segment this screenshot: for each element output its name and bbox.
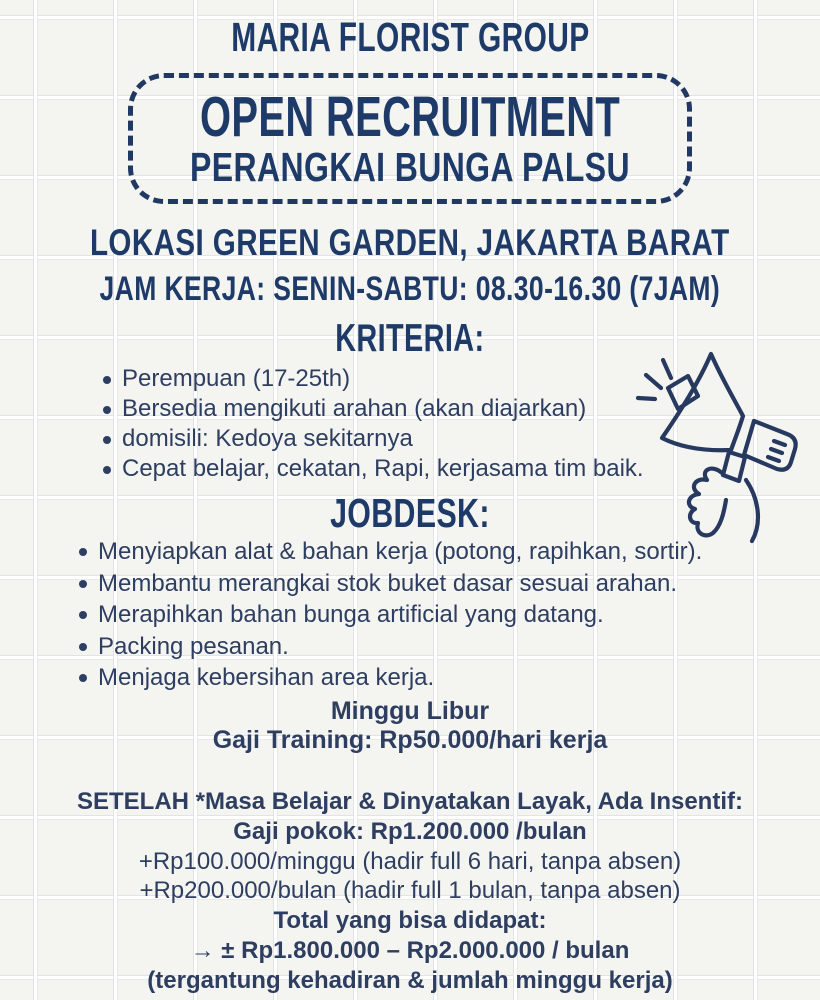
jobdesk-item: Merapihkan bahan bunga artificial yang datang. — [74, 599, 774, 631]
jobdesk-item: Packing pesanan. — [74, 631, 774, 663]
jobdesk-heading-text: JOBDESK: — [330, 490, 490, 536]
recruitment-banner — [128, 73, 692, 204]
ray-line — [638, 398, 655, 399]
banner-subtitle-text: PERANGKAI BUNGA PALSU — [190, 144, 630, 190]
jobdesk-item: Menyiapkan alat & bahan kerja (potong, rapihkan, sortir). — [74, 536, 774, 568]
location-text: LOKASI GREEN GARDEN, JAKARTA BARAT — [90, 222, 730, 263]
work-hours-text: JAM KERJA: SENIN-SABTU: 08.30-16.30 (7JAM) — [99, 270, 721, 308]
kriteria-item: Bersedia mengikuti arahan (akan diajarkan) — [98, 394, 698, 424]
kriteria-item: domisili: Kedoya sekitarnya — [98, 424, 698, 454]
brand-title-text: MARIA FLORIST GROUP — [230, 14, 590, 60]
location-line — [0, 222, 820, 264]
monthly-bonus-line: +Rp200.000/bulan (hadir full 1 bulan, tanpa absen) — [139, 877, 681, 905]
banner-subtitle — [128, 146, 692, 188]
training-block — [0, 697, 820, 755]
work-hours-line — [0, 270, 820, 309]
kriteria-item: Perempuan (17-25th) — [98, 364, 698, 394]
banner-title — [110, 85, 710, 149]
total-value-line: → ± Rp1.800.000 – Rp2.000.000 / bulan — [190, 936, 630, 964]
training-salary-line: Gaji Training: Rp50.000/hari kerja — [212, 726, 608, 754]
note-line: (tergantung kehadiran & jumlah minggu kerja) — [147, 966, 673, 994]
jobdesk-list — [74, 536, 774, 694]
kriteria-list — [98, 364, 698, 484]
weekly-bonus-line: +Rp100.000/minggu (hadir full 6 hari, tanpa absen) — [138, 847, 682, 875]
jobdesk-item: Membantu merangkai stok buket dasar sesuai arahan. — [74, 568, 774, 600]
ray-line — [663, 360, 671, 378]
base-salary-line: Gaji pokok: Rp1.200.000 /bulan — [233, 817, 587, 845]
ray-line — [646, 375, 661, 388]
compensation-block — [0, 787, 820, 996]
kriteria-item: Cepat belajar, cekatan, Rapi, kerjasama tim baik. — [98, 454, 698, 484]
total-label-line: Total yang bisa didapat: — [273, 907, 547, 935]
kriteria-heading-text: KRITERIA: — [335, 317, 485, 360]
jobdesk-heading — [0, 490, 820, 537]
compensation-intro: SETELAH *Masa Belajar & Dinyatakan Layak, Ada Insentif: — [77, 788, 743, 815]
day-off-line: Minggu Libur — [330, 697, 490, 725]
jobdesk-item: Menjaga kebersihan area kerja. — [74, 662, 774, 694]
banner-title-text: OPEN RECRUITMENT — [199, 85, 621, 149]
brand-title — [0, 14, 820, 61]
